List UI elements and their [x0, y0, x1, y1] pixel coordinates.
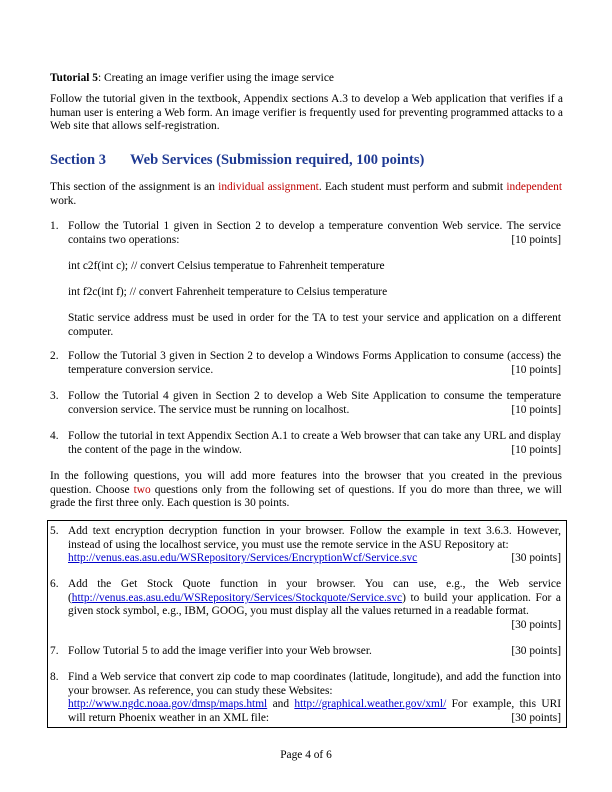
item-text: Find a Web service that convert zip code to map coordinates (latitude, longitude), and add the function into your browser. As reference, you can study these Websites: [68, 671, 561, 697]
item-text-2: For example, this URI will return Phoenix weather in an XML file: [68, 698, 561, 724]
item-text: Follow the tutorial in text Appendix Section A.1 to create a Web browser that can take any URL and display the content of the page in the window. [68, 430, 561, 456]
item-points: [10 points] [511, 363, 561, 376]
weather-gov-link[interactable]: http://graphical.weather.gov/xml/ [294, 698, 447, 711]
encryption-service-link[interactable]: http://venus.eas.asu.edu/WSRepository/Services/EncryptionWcf/Service.svc [68, 552, 418, 565]
ngdc-link[interactable]: http://www.ngdc.noaa.gov/dmsp/maps.html [68, 698, 268, 711]
item-number: 7. [50, 645, 59, 657]
item-number: 2. [50, 350, 59, 362]
list-item-5 [50, 525, 561, 566]
following-paragraph [50, 470, 562, 511]
stockquote-service-link[interactable]: http://venus.eas.asu.edu/WSRepository/Services/Stockquote/Service.svc [71, 591, 403, 604]
item-number: 8. [50, 671, 59, 683]
list-item-4 [50, 430, 561, 457]
item-text-2: ) to build your application. For a given stock symbol, e.g., IBM, GOOG, you must display all the values returned in a readable format. [68, 591, 561, 618]
item-points: [10 points] [511, 233, 561, 246]
list-item-3 [50, 390, 561, 417]
and-text: and [267, 698, 295, 711]
code-line-f2c: int f2c(int f); // convert Fahrenheit temperature to Celsius temperature [68, 286, 388, 298]
following-text-2: questions only from the following set of questions. If you do more than three, we will grade the first three only. Each question is 30 points. [50, 483, 562, 510]
item-text: Add the Get Stock Quote function in your browser. You can use, e.g., the Web service ( [68, 578, 561, 604]
item-number: 1. [50, 220, 59, 232]
item-text: Follow the Tutorial 1 given in Section 2 to develop a temperature convention Web service. The service contains two operations: [68, 220, 561, 246]
section-heading [50, 152, 562, 169]
list-item-1 [50, 220, 561, 247]
item-points: [30 points] [511, 552, 561, 565]
section-title: Web Services (Submission required, 100 points) [129, 152, 425, 168]
list-item-2 [50, 350, 561, 377]
page-number: Page 4 of 6 [280, 749, 332, 761]
tutorial5-heading [50, 72, 562, 86]
item-points: [10 points] [511, 443, 561, 456]
item-text: Follow the Tutorial 4 given in Section 2 to develop a Web Site Application to consume the temperature conversion service. The service must be running on localhost. [68, 390, 561, 416]
following-highlight-two: two [133, 483, 151, 496]
intro-highlight-individual: individual assignment [218, 181, 319, 193]
intro-text: This section of the assignment is an [50, 181, 219, 193]
list-item-7 [50, 645, 561, 659]
list-item-6 [50, 578, 561, 632]
item-points: [30 points] [511, 711, 561, 724]
item-text: Follow the Tutorial 3 given in Section 2 to develop a Windows Forms Application to consume (access) the temperature conversion service. [68, 350, 561, 376]
item-text: Follow Tutorial 5 to add the image verifier into your Web browser. [68, 645, 372, 657]
item-points: [30 points] [511, 645, 561, 657]
item-points: [10 points] [511, 403, 561, 416]
list-item-8 [50, 671, 561, 725]
intro-text-3: work. [50, 194, 77, 207]
following-text: In the following questions, you will add more features into the browser that you created in the previous question. Choose [50, 470, 562, 496]
item-points: [30 points] [511, 618, 561, 631]
item-number: 5. [50, 525, 59, 537]
tutorial5-text: Follow the tutorial given in the textbook, Appendix sections A.3 to develop a Web application that verifies if a human user is entering a Web form. An image verifier is frequently used for preventing programmed attacks to a Web site that allows self-registration. [50, 93, 563, 133]
item-number: 4. [50, 430, 59, 442]
item-number: 6. [50, 578, 59, 590]
section-intro [50, 181, 562, 208]
item-1-note: Static service address must be used in order for the TA to test your service and application on a different computer. [68, 312, 561, 338]
code-line-c2f: int c2f(int c); // convert Celsius temperatue to Fahrenheit temperature [68, 260, 385, 272]
intro-text-2: . Each student must perform and submit [318, 181, 507, 193]
tutorial5-label: Tutorial 5 [50, 72, 98, 84]
section-number: Section 3 [50, 152, 106, 168]
intro-highlight-independent: independent [506, 181, 562, 193]
tutorial5-title: : Creating an image verifier using the image service [98, 72, 334, 84]
item-text: Add text encryption decryption function in your browser. Follow the example in text 3.6.3. However, instead of using the localhost service, you must use the remote service in the ASU Repository at: [68, 525, 561, 551]
item-number: 3. [50, 390, 59, 402]
